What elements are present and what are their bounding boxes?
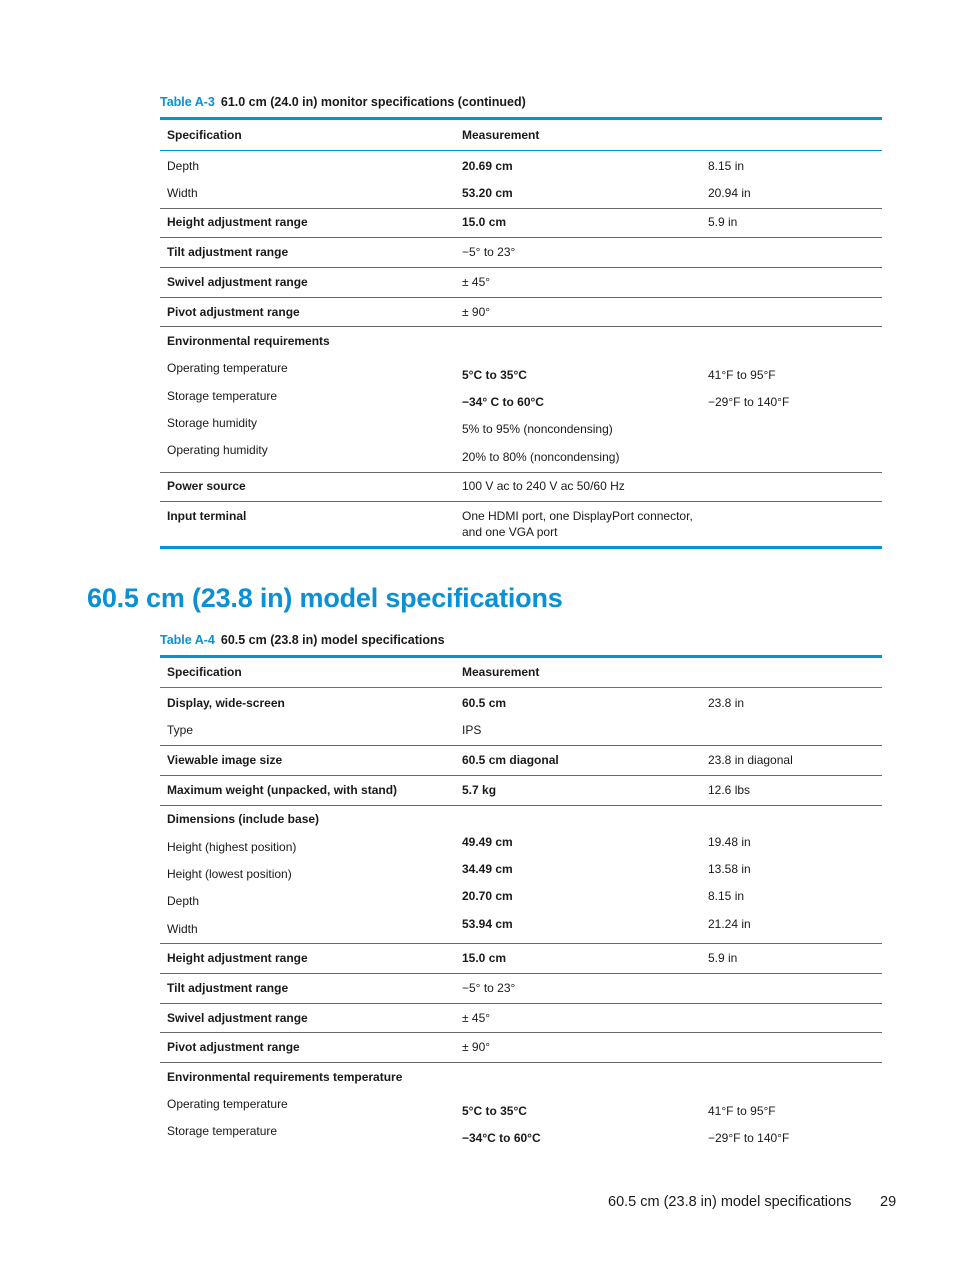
table-row-divider <box>160 501 882 502</box>
table-row-divider <box>160 326 882 327</box>
a3-input-line2: and one VGA port <box>462 525 558 539</box>
a3-width-cm: 53.20 cm <box>462 186 513 200</box>
a4-display-label: Display, wide-screen <box>167 696 285 710</box>
a4-viewable-cm: 60.5 cm diagonal <box>462 753 559 767</box>
table-row-divider <box>160 237 882 238</box>
a3-stor-hum-label: Storage humidity <box>167 416 258 430</box>
a4-weight-kg: 5.7 kg <box>462 783 497 797</box>
a3-swivel-value: ± 45° <box>462 275 491 289</box>
a4-op-temp-label: Operating temperature <box>167 1097 288 1111</box>
a4-h-high-in: 19.48 in <box>708 835 751 849</box>
a4-viewable-in: 23.8 in diagonal <box>708 753 793 767</box>
a4-tilt-label: Tilt adjustment range <box>167 981 289 995</box>
a4-viewable-label: Viewable image size <box>167 753 283 767</box>
a4-display-in: 23.8 in <box>708 696 745 710</box>
a4-h-high-label: Height (highest position) <box>167 840 297 854</box>
table-a4-top-rule <box>160 655 882 658</box>
table-a4-header-spec: Specification <box>167 665 242 679</box>
table-a4-header-rule <box>160 687 882 688</box>
a3-depth-in: 8.15 in <box>708 159 745 173</box>
section-heading: 60.5 cm (23.8 in) model specifications <box>87 583 563 613</box>
a4-weight-lbs: 12.6 lbs <box>708 783 751 797</box>
footer-title: 60.5 cm (23.8 in) model specifications <box>608 1194 852 1210</box>
a4-display-cm: 60.5 cm <box>462 696 507 710</box>
a4-height-adj-cm: 15.0 cm <box>462 951 507 965</box>
table-row-divider <box>160 745 882 746</box>
table-row-divider <box>160 775 882 776</box>
table-row-divider <box>160 1062 882 1063</box>
a3-pivot-value: ± 90° <box>462 305 491 319</box>
a3-stor-temp-label: Storage temperature <box>167 389 278 403</box>
a3-stor-hum-value: 5% to 95% (noncondensing) <box>462 422 613 436</box>
a4-h-low-label: Height (lowest position) <box>167 867 292 881</box>
a3-stor-temp-f: −29°F to 140°F <box>708 395 790 409</box>
table-a3-header-rule <box>160 150 882 151</box>
a4-stor-temp-f: −29°F to 140°F <box>708 1131 790 1145</box>
table-row-divider <box>160 943 882 944</box>
table-row-divider <box>160 297 882 298</box>
a4-height-adj-label: Height adjustment range <box>167 951 308 965</box>
a3-op-temp-f: 41°F to 95°F <box>708 368 776 382</box>
table-row-divider <box>160 1003 882 1004</box>
a3-depth-label: Depth <box>167 159 200 173</box>
table-a3-header-spec: Specification <box>167 128 242 142</box>
a3-tilt-label: Tilt adjustment range <box>167 245 289 259</box>
table-a4-caption <box>160 633 445 647</box>
a4-width-in: 21.24 in <box>708 917 751 931</box>
a4-stor-temp-c: −34°C to 60°C <box>462 1131 541 1145</box>
a3-depth-cm: 20.69 cm <box>462 159 513 173</box>
table-row-divider <box>160 1032 882 1033</box>
a4-depth-cm: 20.70 cm <box>462 889 513 903</box>
a4-h-low-cm: 34.49 cm <box>462 862 513 876</box>
a3-height-adj-label: Height adjustment range <box>167 215 308 229</box>
table-row-divider <box>160 208 882 209</box>
a4-pivot-value: ± 90° <box>462 1040 491 1054</box>
a3-op-temp-label: Operating temperature <box>167 361 288 375</box>
table-a3-number: Table A-3 <box>160 95 215 109</box>
a4-env-label: Environmental requirements temperature <box>167 1070 403 1084</box>
a4-type-value: IPS <box>462 723 482 737</box>
table-a4-number: Table A-4 <box>160 633 215 647</box>
a4-weight-label: Maximum weight (unpacked, with stand) <box>167 783 398 797</box>
a4-swivel-value: ± 45° <box>462 1011 491 1025</box>
a3-tilt-value: −5° to 23° <box>462 245 516 259</box>
table-a3-bottom-rule <box>160 546 882 549</box>
a4-stor-temp-label: Storage temperature <box>167 1124 278 1138</box>
a3-input-line1: One HDMI port, one DisplayPort connector, <box>462 509 693 523</box>
table-row-divider <box>160 267 882 268</box>
a4-depth-label: Depth <box>167 894 200 908</box>
a3-pivot-label: Pivot adjustment range <box>167 305 300 319</box>
a3-swivel-label: Swivel adjustment range <box>167 275 308 289</box>
table-a3-caption <box>160 95 526 109</box>
a4-h-low-in: 13.58 in <box>708 862 751 876</box>
a3-env-label: Environmental requirements <box>167 334 330 348</box>
a4-pivot-label: Pivot adjustment range <box>167 1040 300 1054</box>
a3-power-value: 100 V ac to 240 V ac 50/60 Hz <box>462 479 625 493</box>
a3-input-label: Input terminal <box>167 509 247 523</box>
a4-op-temp-f: 41°F to 95°F <box>708 1104 776 1118</box>
table-row-divider <box>160 973 882 974</box>
a3-power-label: Power source <box>167 479 246 493</box>
a3-op-hum-label: Operating humidity <box>167 443 268 457</box>
footer-page-number: 29 <box>880 1194 897 1210</box>
a4-height-adj-in: 5.9 in <box>708 951 738 965</box>
a4-swivel-label: Swivel adjustment range <box>167 1011 308 1025</box>
table-row-divider <box>160 472 882 473</box>
table-a4-title: 60.5 cm (23.8 in) model specifications <box>220 633 445 647</box>
a4-type-label: Type <box>167 723 194 737</box>
table-row-divider <box>160 805 882 806</box>
table-a4-header-measurement: Measurement <box>462 665 540 679</box>
a4-depth-in: 8.15 in <box>708 889 745 903</box>
table-a3-top-rule <box>160 117 882 120</box>
a4-dimensions-label: Dimensions (include base) <box>167 812 320 826</box>
a4-h-high-cm: 49.49 cm <box>462 835 513 849</box>
a4-width-label: Width <box>167 922 198 936</box>
a3-width-label: Width <box>167 186 198 200</box>
a3-op-temp-c: 5°C to 35°C <box>462 368 527 382</box>
a3-height-adj-cm: 15.0 cm <box>462 215 507 229</box>
a3-op-hum-value: 20% to 80% (noncondensing) <box>462 450 620 464</box>
a4-tilt-value: −5° to 23° <box>462 981 516 995</box>
a3-height-adj-in: 5.9 in <box>708 215 738 229</box>
a3-stor-temp-c: −34° C to 60°C <box>462 395 544 409</box>
a3-width-in: 20.94 in <box>708 186 751 200</box>
table-a3-header-measurement: Measurement <box>462 128 540 142</box>
a4-width-cm: 53.94 cm <box>462 917 513 931</box>
a4-op-temp-c: 5°C to 35°C <box>462 1104 527 1118</box>
table-a3-title: 61.0 cm (24.0 in) monitor specifications (continued) <box>220 95 526 109</box>
